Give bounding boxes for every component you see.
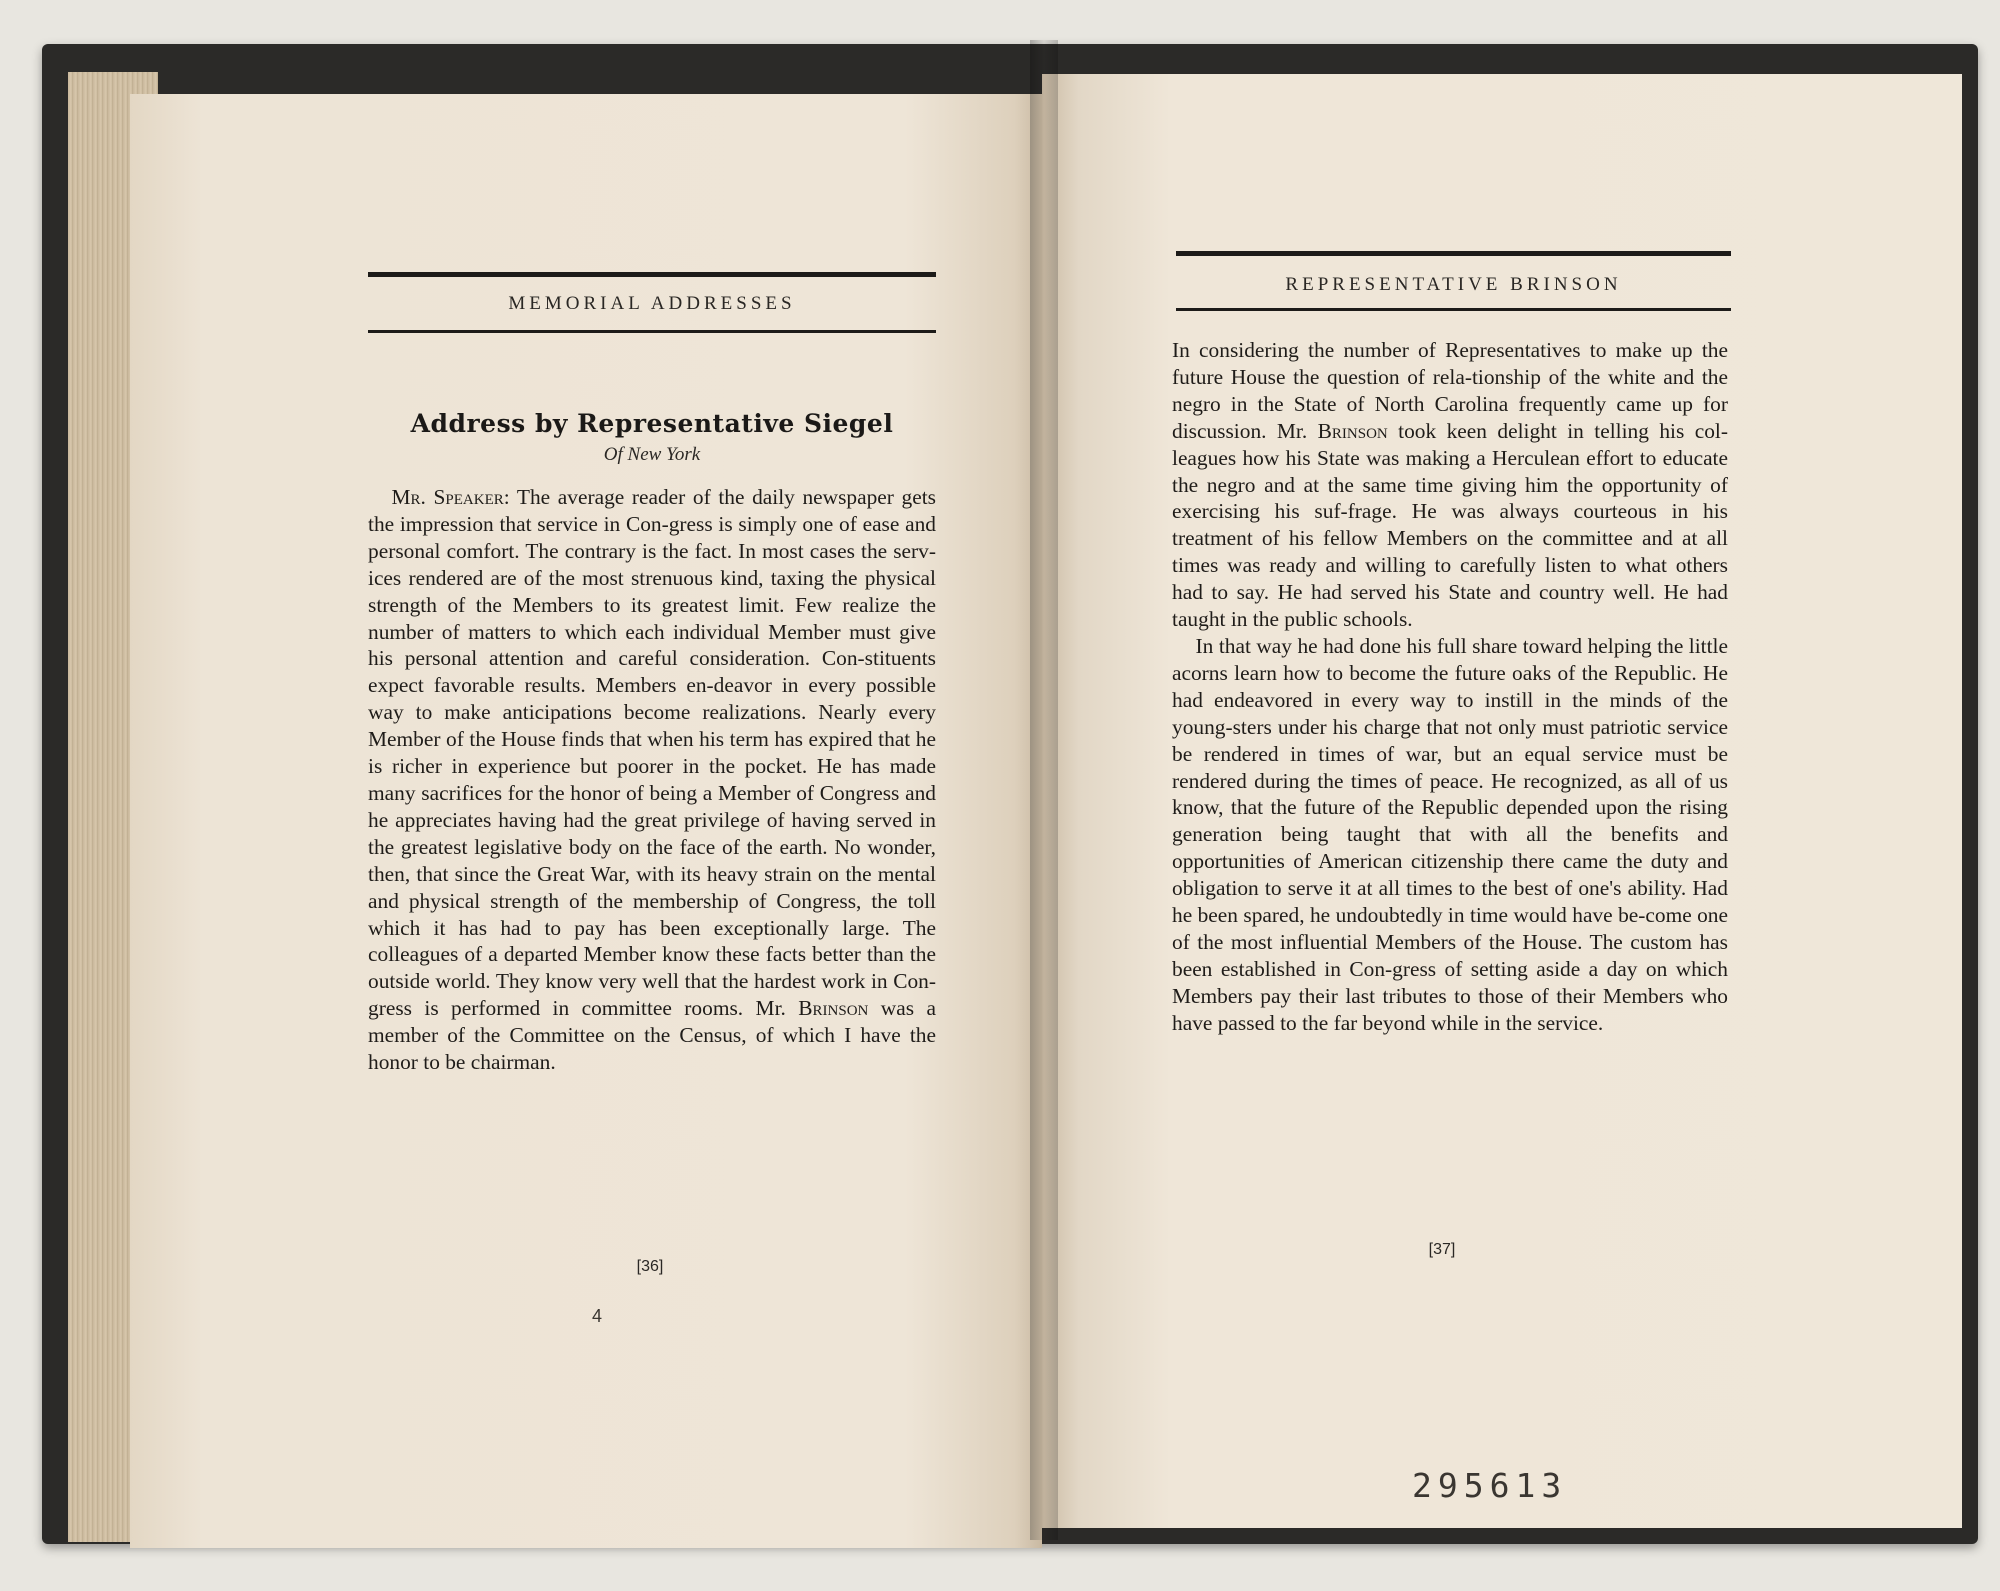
brinson-name: Brinson <box>798 996 869 1021</box>
left-paragraph <box>368 484 936 1076</box>
right-paragraph-1 <box>1172 337 1728 633</box>
left-head-rule-bottom <box>368 330 936 333</box>
right-head-rule-bottom <box>1176 308 1731 311</box>
right-folio: [37] <box>1428 1241 1456 1258</box>
brinson-name-right: Brinson <box>1317 418 1388 443</box>
speaker-label: Mr. Speaker <box>391 485 504 509</box>
left-body-text <box>368 484 936 1076</box>
right-body-text <box>1172 337 1728 1037</box>
right-running-head: REPRESENTATIVE BRINSON <box>1285 274 1622 295</box>
address-subtitle: Of New York <box>603 444 701 465</box>
left-running-head: MEMORIAL ADDRESSES <box>508 293 796 314</box>
right-head-rule-top <box>1176 251 1731 256</box>
accession-stamp: 295613 <box>1412 1466 1568 1505</box>
right-paragraph-2: In that way he had done his full share toward helping the little acorns learn how to become the future oaks of the Republic. He had endeavored in every way to instill in the minds of the young-sters under his charge that not only must patriotic service be rendered in times of war, but an equal service must be rendered during the times of peace. He recognized, as all of us know, that the future of the Republic depended upon the rising generation being taught that with all the benefits and opportunities of American citizenship there came the duty and obligation to serve it at all times to the best of one's ability. Had he been spared, he undoubtedly in time would have be-come one of the most influential Members of the House. The custom has been established in Con-gress of setting aside a day on which Members pay their last tributes to those of their Members who have passed to the far beyond while in the service. <box>1172 633 1728 1035</box>
address-title: Address by Representative Siegel <box>410 409 894 438</box>
book-spine <box>1030 40 1058 1540</box>
right-paragraph-1-rest: took keen delight in telling his col-leagues how his State was making a Herculean effort to educate the negro and at the same time giving him the opportunity of exercising his suf-frage. He was always courteous in his treatment of his fellow Members on the committee and at all times was ready and willing to carefully listen to what others had to say. He had served his State and country well. He had taught in the public schools. <box>1172 418 1729 632</box>
left-head-rule-top <box>368 272 936 277</box>
left-folio: [36] <box>636 1258 664 1275</box>
right-paragraph-1-start: In considering the number of Representatives to make up the future House the question of rela-tionship of the white and the negro in the State of North Carolina frequently came up for discussion. Mr. <box>1172 338 1728 443</box>
left-paragraph-text: : The average reader of the daily newspaper gets the impression that service in Con-gress is simply one of ease and personal comfort. The contrary is the fact. In most cases the serv-ices rendered are of the most strenuous kind, taxing the physical strength of the Members to its greatest limit. Few realize the number of matters to which each individual Member must give his personal attention and careful consideration. Con-stituents expect favorable results. Members en-deavor in every possible way to make anticipations become realizations. Nearly every Member of the House finds that when his term has expired that he is richer in experience but poorer in the pocket. He has made many sacrifices for the honor of being a Member of Congress and he appreciates having had the great privilege of having served in the greatest legislative body on the face of the earth. No wonder, then, that since the Great War, with its heavy strain on the mental and physical strength of the membership of Congress, the toll which it has had to pay has been exceptionally large. The colleagues of a departed Member know these facts better than the outside world. They know very well that the hardest work in Con-gress is performed in committee rooms. Mr. <box>368 485 936 1021</box>
left-paragraph-end: was a member of the Committee on the Census, of which I have the honor to be chairman. <box>368 996 936 1075</box>
left-bottom-mark: 4 <box>592 1306 603 1326</box>
